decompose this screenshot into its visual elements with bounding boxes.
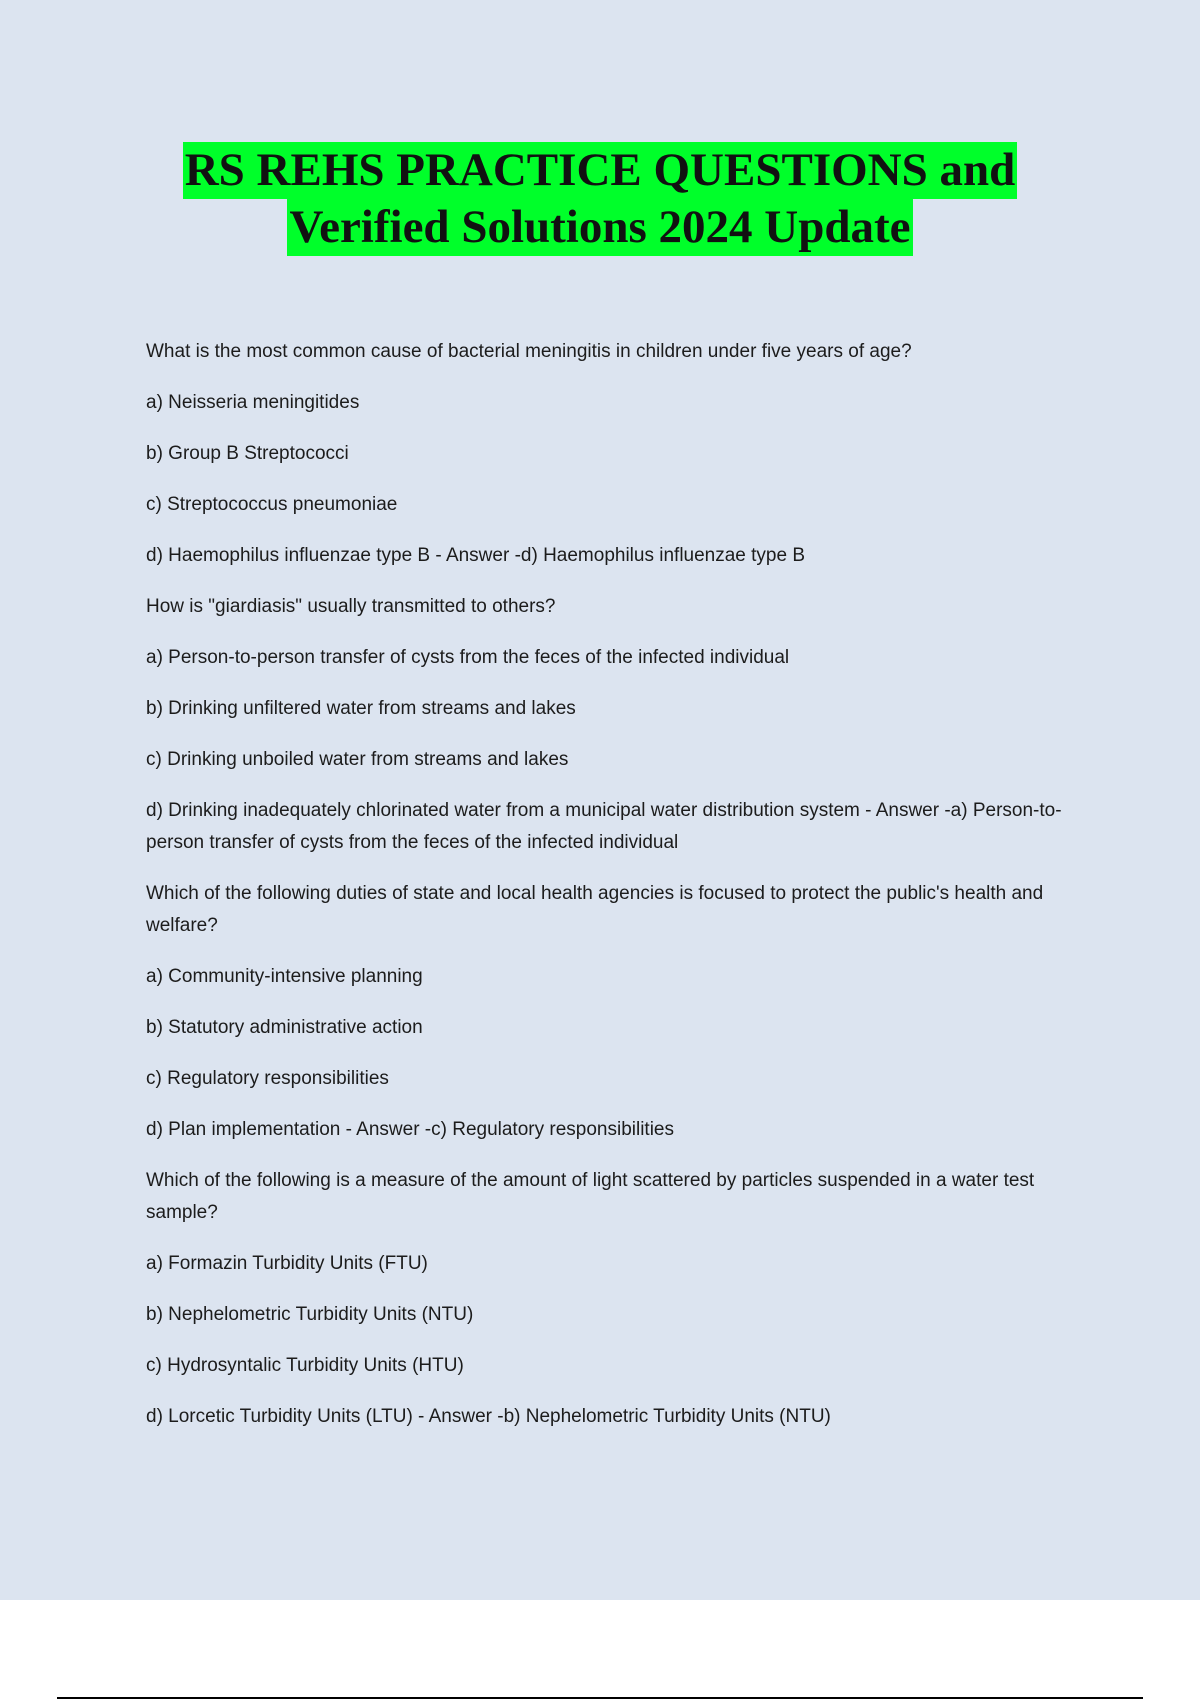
answer-option: b) Nephelometric Turbidity Units (NTU) [146,1304,474,1325]
answer-option: b) Statutory administrative action [146,1017,423,1038]
answer-option: b) Group B Streptococci [146,443,349,464]
answer-option: a) Formazin Turbidity Units (FTU) [146,1253,428,1274]
title-line-2: Verified Solutions 2024 Update [287,199,912,256]
question-text: What is the most common cause of bacterial meningitis in children under five years of age? [146,341,912,362]
answer-option: c) Hydrosyntalic Turbidity Units (HTU) [146,1355,464,1376]
answer-option: a) Neisseria meningitides [146,392,360,413]
question-text: How is "giardiasis" usually transmitted to others? [146,596,556,617]
question-text: Which of the following is a measure of the amount of light scattered by particles suspended in a water test sample? [146,1170,1035,1223]
answer-option: d) Plan implementation - Answer -c) Regulatory responsibilities [146,1119,675,1140]
document-title [0,142,1200,256]
answer-option: d) Drinking inadequately chlorinated water from a municipal water distribution system - Answer -a) Person-to-person transfer of cysts from the feces of the infected individual [146,800,1062,853]
answer-option: d) Lorcetic Turbidity Units (LTU) - Answer -b) Nephelometric Turbidity Units (NTU) [146,1406,831,1427]
answer-option: c) Streptococcus pneumoniae [146,494,398,515]
question-text: Which of the following duties of state and local health agencies is focused to protect the public's health and welfare? [146,883,1044,936]
answer-option: c) Drinking unboiled water from streams and lakes [146,749,569,770]
title-line-1: RS REHS PRACTICE QUESTIONS and [183,142,1018,199]
answer-option: c) Regulatory responsibilities [146,1068,389,1089]
questions-list [146,336,1076,1452]
answer-option: a) Community-intensive planning [146,966,423,987]
answer-option: b) Drinking unfiltered water from streams and lakes [146,698,576,719]
answer-option: a) Person-to-person transfer of cysts from the feces of the infected individual [146,647,790,668]
answer-option: d) Haemophilus influenzae type B - Answer -d) Haemophilus influenzae type B [146,545,806,566]
footer-divider [57,1697,1143,1699]
